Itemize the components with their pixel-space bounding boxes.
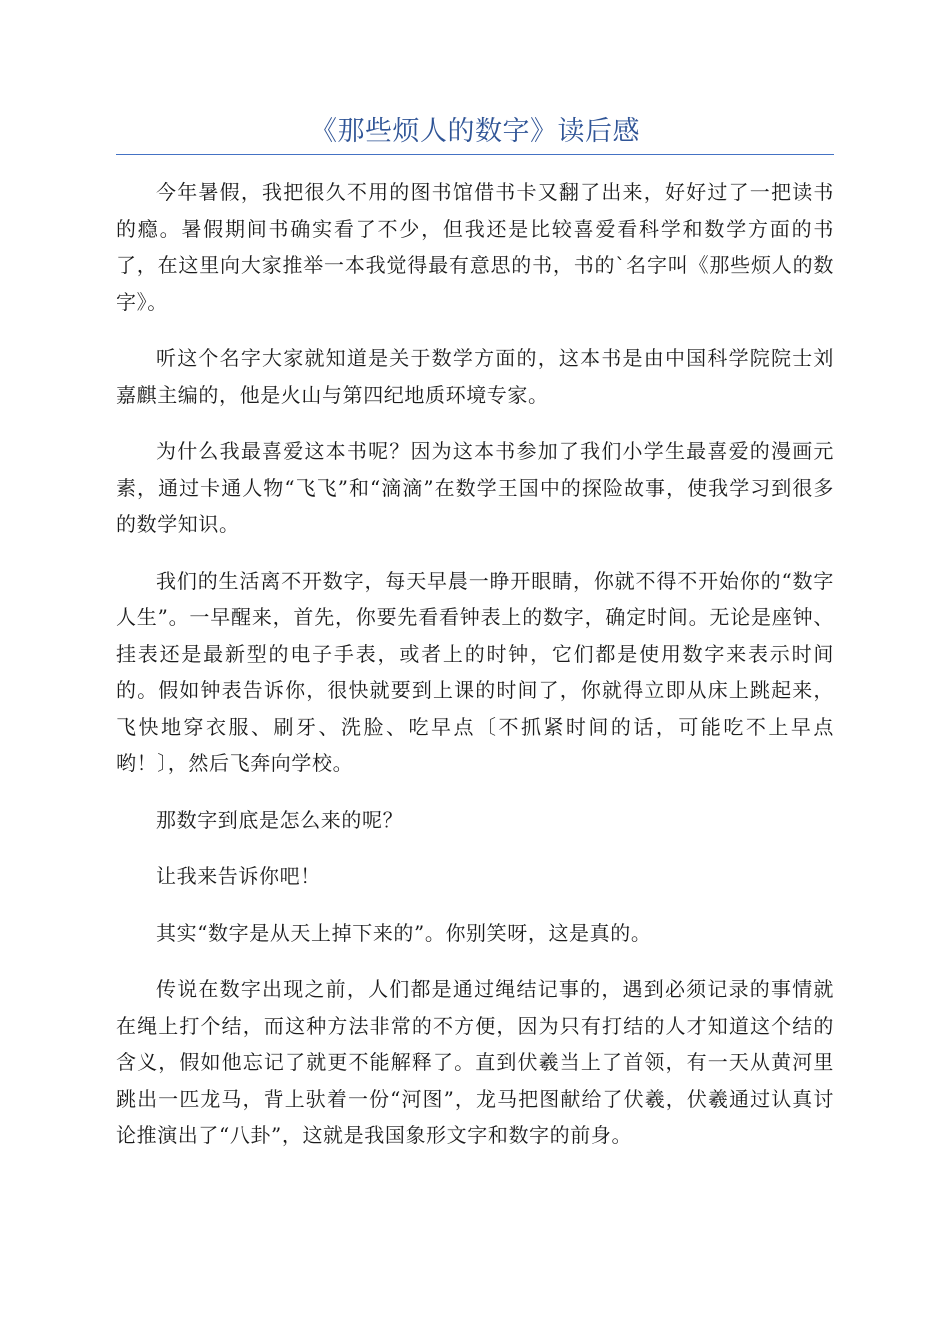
paragraph-8: 传说在数字出现之前，人们都是通过绳结记事的，遇到必须记录的事情就在绳上打个结，而这种方法非常的不方便，因为只有打结的人才知道这个结的含义，假如他忘记了就更不能解释了。直到伏羲当上了首领，有一天从黄河里跳出一匹龙马，背上驮着一份“河图”，龙马把图献给了伏羲，伏羲通过认真讨论推演出了“八卦”，这就是我国象形文字和数字的前身。 bbox=[116, 977, 834, 1147]
paragraph-7: 其实“数字是从天上掉下来的”。你别笑呀，这是真的。 bbox=[156, 920, 652, 945]
paragraph-6: 让我来告诉你吧！ bbox=[156, 864, 321, 888]
paragraph-1: 今年暑假，我把很久不用的图书馆借书卡又翻了出来，好好过了一把读书的瘾。暑假期间书确实看了不少，但我还是比较喜爱看科学和数学方面的书了，在这里向大家推举一本我觉得最有意思的书，书的`名字叫《那些烦人的数字》。 bbox=[116, 180, 834, 314]
document-body bbox=[116, 174, 834, 1174]
paragraph-3: 为什么我最喜爱这本书呢？因为这本书参加了我们小学生最喜爱的漫画元素，通过卡通人物“飞飞”和“滴滴”在数学王国中的探险故事，使我学习到很多的数学知识。 bbox=[116, 439, 834, 536]
document-title: 《那些烦人的数字》读后感 bbox=[310, 116, 640, 147]
paragraph-5: 那数字到底是怎么来的呢？ bbox=[156, 807, 404, 832]
paragraph-4: 我们的生活离不开数字，每天早晨一睁开眼睛，你就不得不开始你的“数字人生”。一早醒来，首先，你要先看看钟表上的数字，确定时间。无论是座钟、挂表还是最新型的电子手表，或者上的时钟，它们都是使用数字来表示时间的。假如钟表告诉你，很快就要到上课的时间了，你就得立即从床上跳起来，飞快地穿衣服、刷牙、洗脸、吃早点〔不抓紧时间的话，可能吃不上早点哟！〕，然后飞奔向学校。 bbox=[116, 568, 834, 775]
paragraph-2: 听这个名字大家就知道是关于数学方面的，这本书是由中国科学院院士刘嘉麒主编的，他是火山与第四纪地质环境专家。 bbox=[116, 346, 834, 407]
title-underline bbox=[116, 154, 834, 155]
